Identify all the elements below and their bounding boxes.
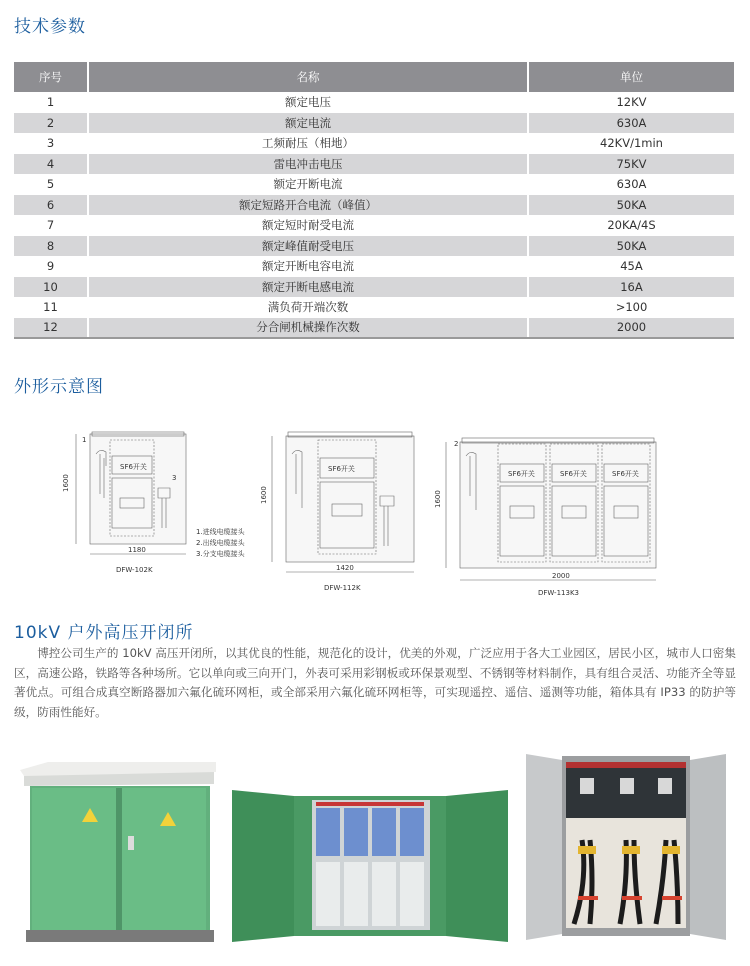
callout-1: 1 bbox=[82, 436, 87, 444]
cell-index: 11 bbox=[14, 297, 88, 318]
cabinet-3-model: DFW-113K3 bbox=[538, 589, 579, 597]
table-row bbox=[14, 318, 734, 339]
cell-unit: 42KV/1min bbox=[528, 133, 734, 154]
table-row bbox=[14, 154, 734, 175]
cell-name: 分合闸机械操作次数 bbox=[88, 318, 528, 339]
cabinet-diagram-1 bbox=[76, 432, 186, 554]
cell-index: 2 bbox=[14, 113, 88, 134]
cell-index: 10 bbox=[14, 277, 88, 298]
cell-name: 满负荷开端次数 bbox=[88, 297, 528, 318]
cabinet-2-height: 1600 bbox=[260, 486, 268, 504]
cabinet-2-width: 1420 bbox=[336, 564, 354, 572]
table-row bbox=[14, 236, 734, 257]
header-name: 名称 bbox=[88, 62, 528, 92]
section-title-product: 10kV 户外高压开闭所 bbox=[14, 623, 194, 643]
section-title-tech-params: 技术参数 bbox=[14, 17, 86, 37]
cell-name: 工频耐压（相地） bbox=[88, 133, 528, 154]
table-row bbox=[14, 174, 734, 195]
cell-name: 额定开断电流 bbox=[88, 174, 528, 195]
legend-item-1: 1.进线电缆接头 bbox=[196, 528, 245, 536]
cell-unit: >100 bbox=[528, 297, 734, 318]
legend-item-2: 2.出线电缆接头 bbox=[196, 539, 245, 547]
cell-name: 额定电流 bbox=[88, 113, 528, 134]
cabinet-3-width: 2000 bbox=[552, 572, 570, 580]
cabinet-3-switch-2: SF6开关 bbox=[560, 470, 587, 478]
cell-index: 9 bbox=[14, 256, 88, 277]
cell-unit: 16A bbox=[528, 277, 734, 298]
cell-index: 7 bbox=[14, 215, 88, 236]
header-unit: 单位 bbox=[528, 62, 734, 92]
cell-unit: 45A bbox=[528, 256, 734, 277]
parameter-table bbox=[14, 62, 734, 339]
table-row bbox=[14, 92, 734, 113]
cell-index: 5 bbox=[14, 174, 88, 195]
cabinet-3-switch-3: SF6开关 bbox=[612, 470, 639, 478]
cabinet-1-width: 1180 bbox=[128, 546, 146, 554]
table-row bbox=[14, 113, 734, 134]
cell-unit: 12KV bbox=[528, 92, 734, 113]
cell-index: 1 bbox=[14, 92, 88, 113]
cell-name: 额定峰值耐受电压 bbox=[88, 236, 528, 257]
table-row bbox=[14, 256, 734, 277]
photo-open-cabinet bbox=[232, 786, 508, 946]
cell-name: 额定开断电感电流 bbox=[88, 277, 528, 298]
callout-3: 3 bbox=[172, 474, 177, 482]
cell-index: 6 bbox=[14, 195, 88, 216]
cabinet-1-height: 1600 bbox=[62, 474, 70, 492]
cell-unit: 630A bbox=[528, 174, 734, 195]
table-row bbox=[14, 215, 734, 236]
cell-index: 8 bbox=[14, 236, 88, 257]
legend-item-3: 3.分支电缆接头 bbox=[196, 550, 245, 558]
product-description: 博控公司生产的 10kV 高压开闭所，以其优良的性能，规范化的设计，优美的外观，广泛应用于各大工业园区，居民小区，城市人口密集区，高速公路，铁路等各种场所。它以单向或三向开门，外表可采用彩钢板或环保景观型、不锈钢等材料制作，具有组合灵活、功能齐全等显著优点。可组合成真空断路器加六氟化硫环网柜，或全部采用六氟化硫环网柜等，可实现遥控、遥信、遥测等功能，箱体具有 IP33 的防护等级，防雨性能好。 bbox=[14, 646, 736, 719]
cell-name: 额定电压 bbox=[88, 92, 528, 113]
cell-name: 雷电冲击电压 bbox=[88, 154, 528, 175]
cell-name: 额定短路开合电流（峰值） bbox=[88, 195, 528, 216]
cabinet-2-model: DFW-112K bbox=[324, 584, 361, 592]
cell-unit: 50KA bbox=[528, 236, 734, 257]
table-row bbox=[14, 277, 734, 298]
cell-unit: 75KV bbox=[528, 154, 734, 175]
cabinet-diagram-2 bbox=[272, 432, 414, 572]
cabinet-diagram-3 bbox=[446, 438, 656, 580]
cell-index: 3 bbox=[14, 133, 88, 154]
table-row bbox=[14, 195, 734, 216]
cell-index: 4 bbox=[14, 154, 88, 175]
table-header-row bbox=[14, 62, 734, 92]
cabinet-2-switch: SF6开关 bbox=[328, 465, 355, 473]
cabinet-1-model: DFW-102K bbox=[116, 566, 153, 574]
table-row bbox=[14, 297, 734, 318]
section-title-outline: 外形示意图 bbox=[14, 377, 104, 397]
cell-unit: 2000 bbox=[528, 318, 734, 339]
cell-unit: 630A bbox=[528, 113, 734, 134]
cabinet-1-switch: SF6开关 bbox=[120, 463, 147, 471]
cell-name: 额定开断电容电流 bbox=[88, 256, 528, 277]
cabinet-3-switch-1: SF6开关 bbox=[508, 470, 535, 478]
cell-name: 额定短时耐受电流 bbox=[88, 215, 528, 236]
outline-diagram bbox=[40, 420, 680, 600]
cabinet-3-height: 1600 bbox=[434, 490, 442, 508]
table-row bbox=[14, 133, 734, 154]
photo-cable-cabinet bbox=[526, 748, 726, 946]
cell-index: 12 bbox=[14, 318, 88, 339]
header-index: 序号 bbox=[14, 62, 88, 92]
photo-closed-cabinet bbox=[18, 762, 218, 944]
callout-2: 2 bbox=[454, 440, 459, 448]
cell-unit: 20KA/4S bbox=[528, 215, 734, 236]
cell-unit: 50KA bbox=[528, 195, 734, 216]
